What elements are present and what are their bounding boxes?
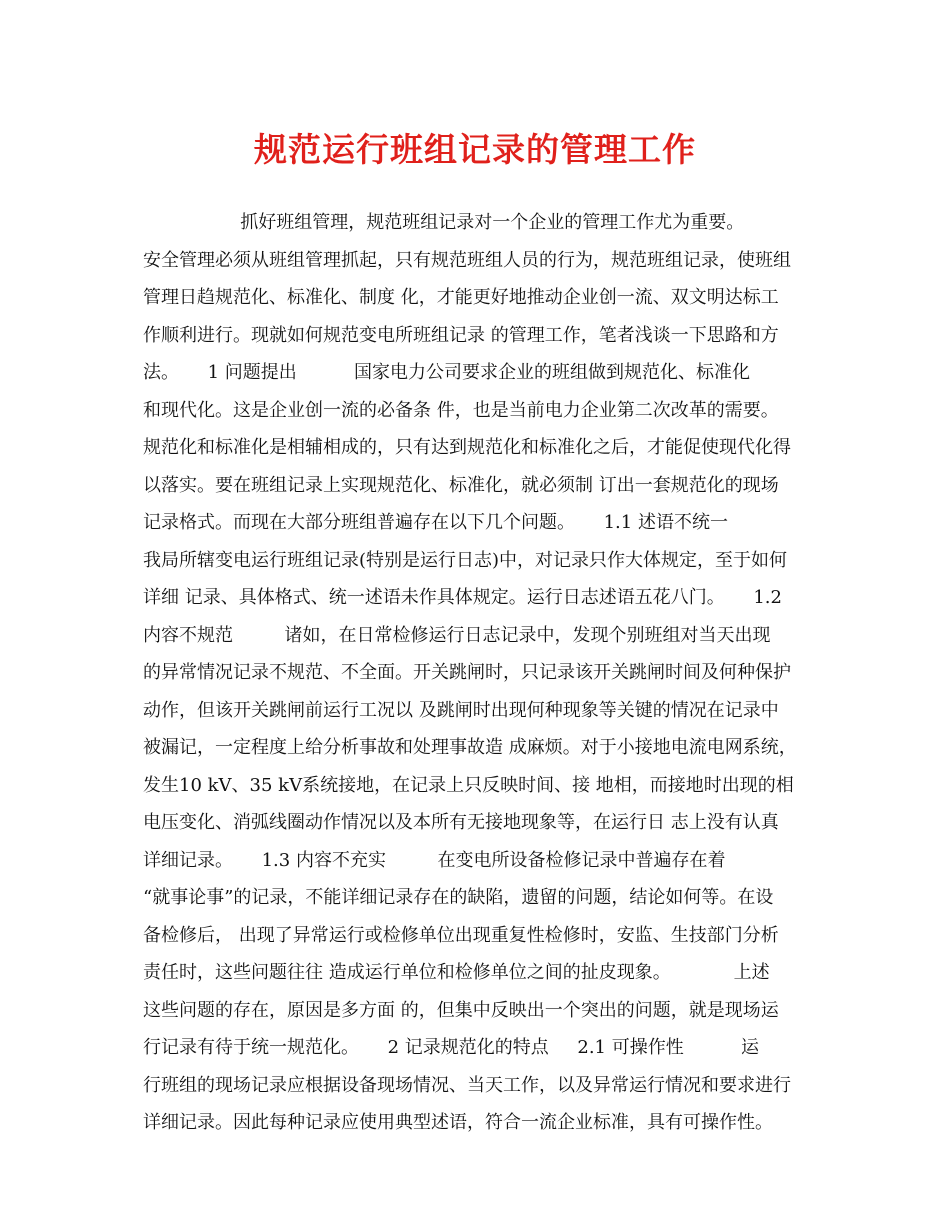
body-line: 行班组的现场记录应根据设备现场情况、当天工作，以及异常运行情况和要求进行 [143, 1074, 791, 1096]
body-line: 详细 记录、具体格式、统一述语未作具体规定。运行日志述语五花八门。 1.2 [143, 587, 782, 608]
body-line: 备检修后， 出现了异常运行或检修单位出现重复性检修时，安监、生技部门分析 [143, 924, 779, 946]
body-line: 管理日趋规范化、标准化、制度 化，才能更好地推动企业创一流、双文明达标工 [143, 287, 779, 308]
body-line: 抓好班组管理，规范班组记录对一个企业的管理工作尤为重要。 [143, 212, 745, 233]
body-line: 动作，但该开关跳闸前运行工况以 及跳闸时出现何种现象等关键的情况在记录中 [143, 699, 779, 721]
body-line: 记录格式。而现在大部分班组普遍存在以下几个问题。 1.1 述语不统一 [143, 512, 728, 533]
body-line: 发生10 kV、35 kV系统接地，在记录上只反映时间、接 地相，而接地时出现的相 [143, 774, 794, 796]
body-line: 这些问题的存在，原因是多方面 的，但集中反映出一个突出的问题，就是现场运 [143, 999, 779, 1021]
body-line: 规范化和标准化是相辅相成的，只有达到规范化和标准化之后，才能促使现代化得 [143, 437, 791, 458]
body-line: 责任时，这些问题往往 造成运行单位和检修单位之间的扯皮现象。 上述 [143, 962, 770, 983]
body-line: 作顺利进行。现就如何规范变电所班组记录 的管理工作，笔者浅谈一下思路和方 [143, 324, 779, 346]
body-line: 以落实。要在班组记录上实现规范化、标准化，就必须制 订出一套规范化的现场 [143, 474, 779, 496]
document-body [143, 204, 818, 1142]
body-line: 详细记录。 1.3 内容不充实 在变电所设备检修记录中普遍存在着 [143, 849, 726, 871]
body-line: “就事论事”的记录，不能详细记录存在的缺陷，遗留的问题，结论如何等。在设 [143, 887, 774, 908]
body-line: 电压变化、消弧线圈动作情况以及本所有无接地现象等，在运行日 志上没有认真 [143, 812, 779, 833]
body-line: 和现代化。这是企业创一流的必备条 件，也是当前电力企业第二次改革的需要。 [143, 399, 779, 421]
body-line: 被漏记，一定程度上给分析事故和处理事故造 成麻烦。对于小接地电流电网系统， [143, 737, 797, 758]
body-line: 行记录有待于统一规范化。 2 记录规范化的特点 2.1 可操作性 运 [143, 1037, 759, 1058]
document-title: 规范运行班组记录的管理工作 [254, 130, 696, 169]
body-line: 我局所辖变电运行班组记录(特别是运行日志)中，对记录只作大体规定，至于如何 [143, 549, 788, 571]
body-line: 详细记录。因此每种记录应使用典型述语，符合一流企业标准，具有可操作性。 [143, 1112, 773, 1133]
body-line: 内容不规范 诸如，在日常检修运行日志记录中，发现个别班组对当天出现 [143, 624, 771, 646]
body-line: 的异常情况记录不规范、不全面。开关跳闸时，只记录该开关跳闸时间及何种保护 [143, 662, 791, 683]
body-line: 法。 1 问题提出 国家电力公司要求企业的班组做到规范化、标准化 [143, 362, 750, 383]
body-line: 安全管理必须从班组管理抓起，只有规范班组人员的行为，规范班组记录，使班组 [143, 249, 791, 271]
